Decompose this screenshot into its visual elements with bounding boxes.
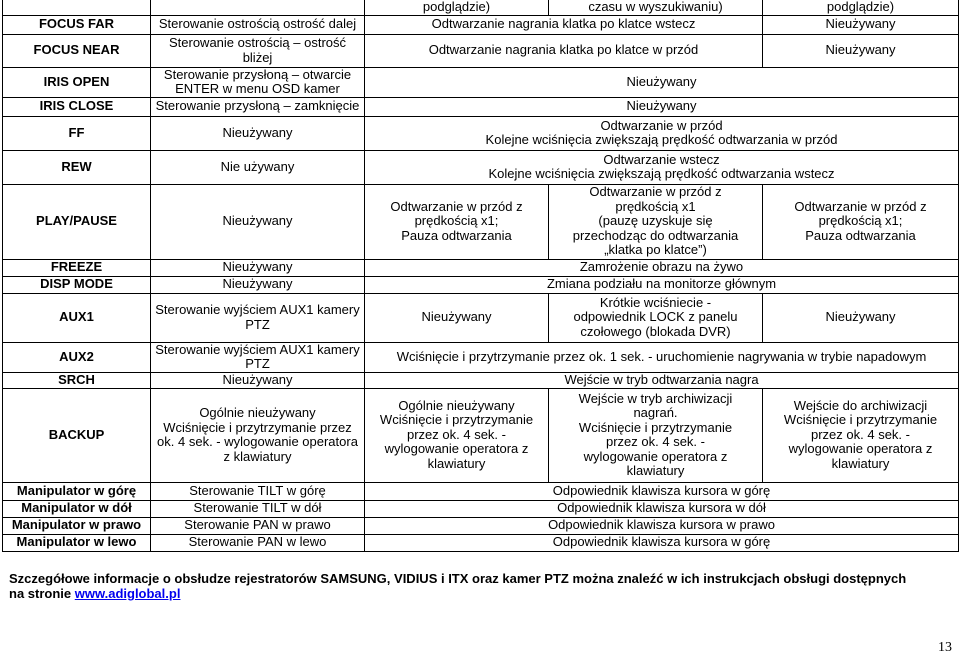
key-name: Manipulator w prawo xyxy=(3,517,151,534)
page-number: 13 xyxy=(938,640,952,655)
table-cell: podglądzie) xyxy=(365,0,549,15)
table-cell: Nieużywany xyxy=(365,293,549,342)
website-link[interactable]: www.adiglobal.pl xyxy=(74,586,181,601)
table-cell: Odtwarzanie nagrania klatka po klatce wstecz xyxy=(365,15,763,34)
key-name: AUX2 xyxy=(3,342,151,372)
table-cell: Nieużywany xyxy=(763,34,959,67)
table-cell: Wejście w tryb archiwizacji nagrań. Wciśnięcie i przytrzymanie przez ok. 4 sek. - wylogowanie operatora z klawiatury xyxy=(549,388,763,482)
table-cell: Krótkie wciśniecie - odpowiednik LOCK z panelu czołowego (blokada DVR) xyxy=(549,293,763,342)
table-row xyxy=(3,67,959,97)
table-cell: Zmiana podziału na monitorze głównym xyxy=(365,276,959,293)
key-name: Manipulator w dół xyxy=(3,500,151,517)
key-name: REW xyxy=(3,150,151,184)
table-cell: Ogólnie nieużywany Wciśnięcie i przytrzymanie przez ok. 4 sek. - wylogowanie operatora z klawiatury xyxy=(365,388,549,482)
table-row xyxy=(3,259,959,276)
key-name: Manipulator w lewo xyxy=(3,534,151,551)
table-row xyxy=(3,342,959,372)
key-name: FOCUS NEAR xyxy=(3,34,151,67)
table-cell: Sterowanie TILT w górę xyxy=(151,482,365,500)
table-row xyxy=(3,517,959,534)
table-row xyxy=(3,15,959,34)
table-cell xyxy=(3,0,151,15)
table-cell: Nieużywany xyxy=(365,67,959,97)
table-cell: Sterowanie ostrością – ostrość bliżej xyxy=(151,34,365,67)
table-cell: Sterowanie przysłoną – otwarcie ENTER w menu OSD kamer xyxy=(151,67,365,97)
table-cell: Odpowiednik klawisza kursora w dół xyxy=(365,500,959,517)
table-cell: Ogólnie nieużywany Wciśnięcie i przytrzymanie przez ok. 4 sek. - wylogowanie operatora z klawiatury xyxy=(151,388,365,482)
table-cell: Nieużywany xyxy=(151,276,365,293)
table-row xyxy=(3,184,959,259)
table-cell: Odtwarzanie wstecz Kolejne wciśnięcia zwiększają prędkość odtwarzania wstecz xyxy=(365,150,959,184)
key-name: FOCUS FAR xyxy=(3,15,151,34)
table-row xyxy=(3,293,959,342)
key-function-table xyxy=(2,0,959,552)
table-row xyxy=(3,0,959,15)
table-row xyxy=(3,116,959,150)
table-cell: Odtwarzanie nagrania klatka po klatce w przód xyxy=(365,34,763,67)
key-name: IRIS OPEN xyxy=(3,67,151,97)
key-name: Manipulator w górę xyxy=(3,482,151,500)
table-cell: Nieużywany xyxy=(151,259,365,276)
table-row xyxy=(3,276,959,293)
table-cell: Nieużywany xyxy=(365,97,959,116)
table-cell: Sterowanie przysłoną – zamknięcie xyxy=(151,97,365,116)
key-name: BACKUP xyxy=(3,388,151,482)
table-row xyxy=(3,534,959,551)
table-cell: Sterowanie PAN w prawo xyxy=(151,517,365,534)
table-cell: Wejście do archiwizacji Wciśnięcie i przytrzymanie przez ok. 4 sek. - wylogowanie operatora z klawiatury xyxy=(763,388,959,482)
table-cell: podglądzie) xyxy=(763,0,959,15)
table-cell: Nieużywany xyxy=(151,184,365,259)
table-row xyxy=(3,372,959,388)
key-name: SRCH xyxy=(3,372,151,388)
key-name: PLAY/PAUSE xyxy=(3,184,151,259)
table-cell: Nieużywany xyxy=(763,15,959,34)
footer-note xyxy=(9,571,954,601)
table-cell: Nieużywany xyxy=(151,372,365,388)
key-name: IRIS CLOSE xyxy=(3,97,151,116)
table-cell: Nie używany xyxy=(151,150,365,184)
table-cell: Sterowanie wyjściem AUX1 kamery PTZ xyxy=(151,293,365,342)
footer-text: Szczegółowe informacje o obsłudze rejestratorów SAMSUNG, VIDIUS i ITX oraz kamer PTZ można znaleźć w ich instrukcjach obsługi dostępnych na stronie xyxy=(9,571,907,601)
key-name: AUX1 xyxy=(3,293,151,342)
table-cell: Zamrożenie obrazu na żywo xyxy=(365,259,959,276)
table-cell: Sterowanie TILT w dół xyxy=(151,500,365,517)
key-name: FREEZE xyxy=(3,259,151,276)
table-row xyxy=(3,388,959,482)
table-row xyxy=(3,150,959,184)
key-name: FF xyxy=(3,116,151,150)
table-cell: Odpowiednik klawisza kursora w prawo xyxy=(365,517,959,534)
key-name: DISP MODE xyxy=(3,276,151,293)
table-cell xyxy=(151,0,365,15)
table-cell: Odtwarzanie w przód z prędkością x1; Pauza odtwarzania xyxy=(763,184,959,259)
table-cell: Odtwarzanie w przód Kolejne wciśnięcia zwiększają prędkość odtwarzania w przód xyxy=(365,116,959,150)
table-cell: Odpowiednik klawisza kursora w górę xyxy=(365,482,959,500)
table-cell: Nieużywany xyxy=(151,116,365,150)
table-cell: Nieużywany xyxy=(763,293,959,342)
table-cell: Odtwarzanie w przód z prędkością x1 (pauzę uzyskuje się przechodząc do odtwarzania „klatka po klatce”) xyxy=(549,184,763,259)
table-cell: Wejście w tryb odtwarzania nagra xyxy=(365,372,959,388)
table-row xyxy=(3,34,959,67)
table-row xyxy=(3,97,959,116)
table-cell: Odpowiednik klawisza kursora w górę xyxy=(365,534,959,551)
table-cell: Odtwarzanie w przód z prędkością x1; Pauza odtwarzania xyxy=(365,184,549,259)
table-row xyxy=(3,500,959,517)
table-row xyxy=(3,482,959,500)
table-cell: Wciśnięcie i przytrzymanie przez ok. 1 sek. - uruchomienie nagrywania w trybie napadowym xyxy=(365,342,959,372)
table-cell: Sterowanie wyjściem AUX1 kamery PTZ xyxy=(151,342,365,372)
table-cell: Sterowanie ostrością ostrość dalej xyxy=(151,15,365,34)
table-cell: czasu w wyszukiwaniu) xyxy=(549,0,763,15)
table-cell: Sterowanie PAN w lewo xyxy=(151,534,365,551)
